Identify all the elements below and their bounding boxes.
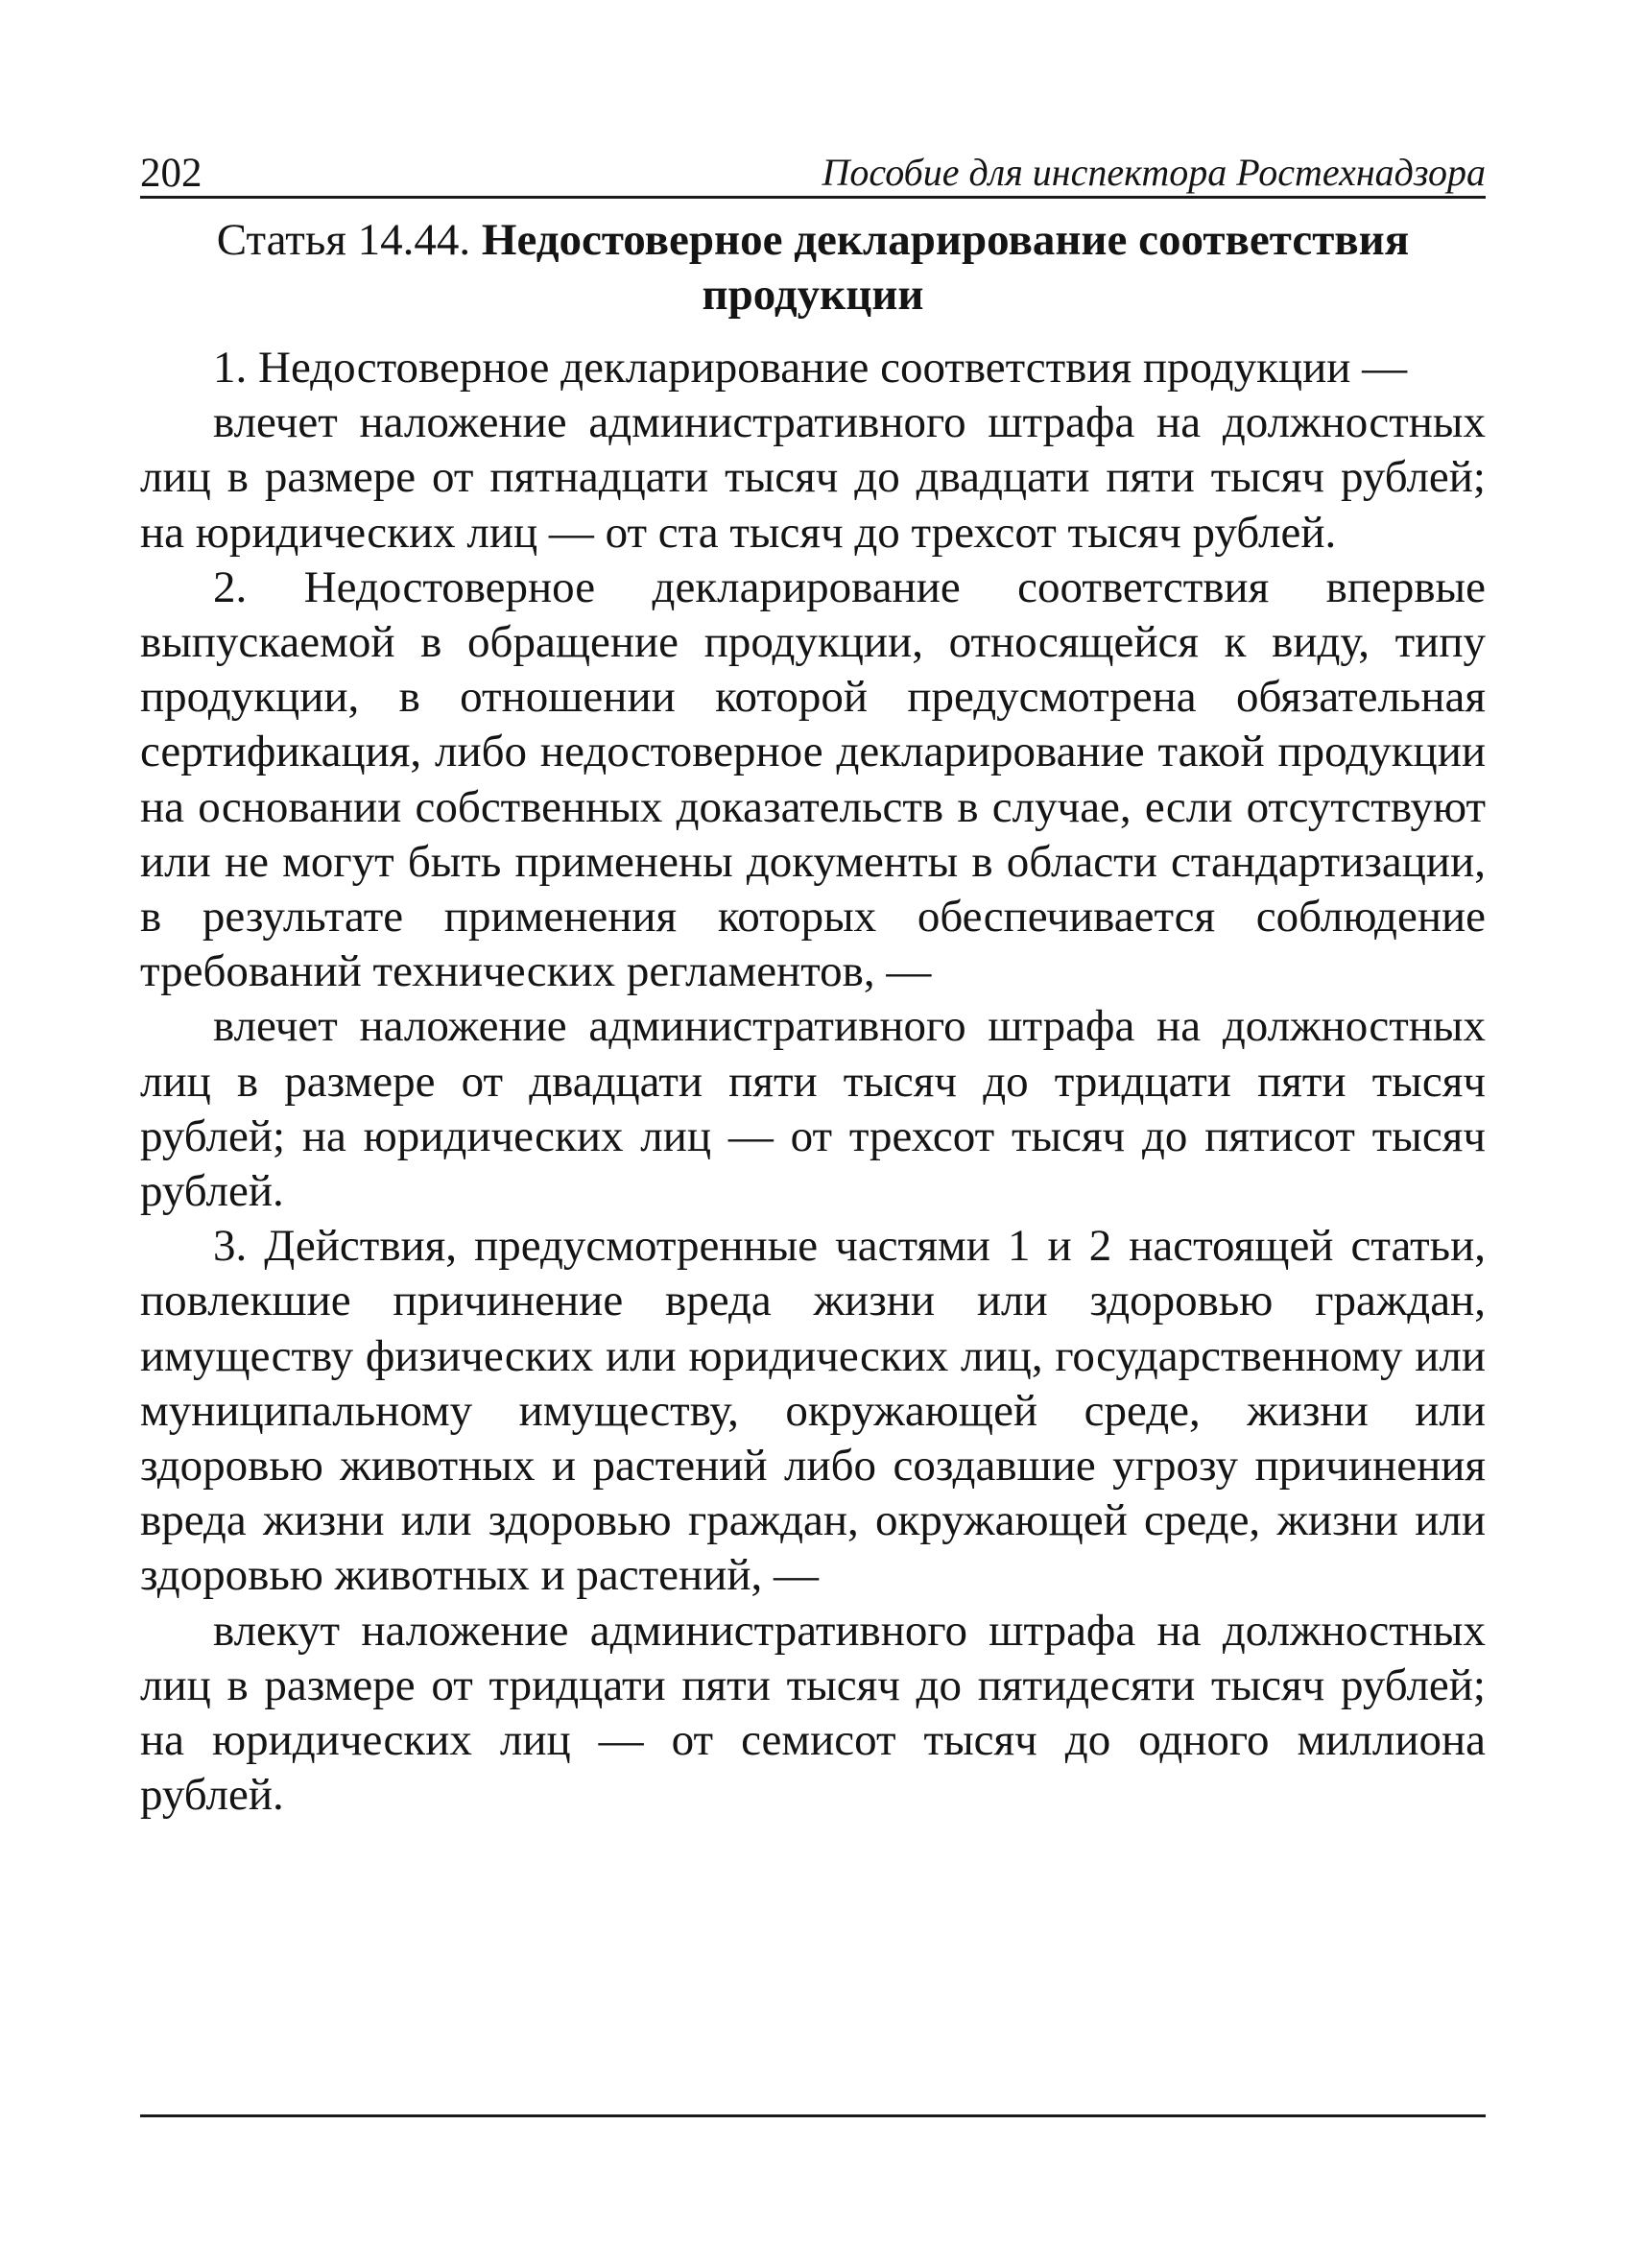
paragraph-part-1: 1. Недостоверное декларирование соответствия продукции —: [213, 343, 1408, 393]
page-number: 202: [140, 151, 203, 196]
footer-rule: [140, 2114, 1486, 2117]
article-heading: [140, 213, 1486, 322]
paragraph-part-3: 3. Действия, предусмотренные частями 1 и 2 настоящей статьи, повлекшие причинение вреда жизни или здоровью граждан, имуществу физических или юридических лиц, государственному или муниципальному имуществу, окружающей среде, жизни или здоровью животных и растений либо создавшие угрозу причинения вреда жизни или здоровью граждан, окружающей среде, жизни или здоровью животных и растений, —: [140, 1221, 1486, 1601]
paragraph-penalty-2: влечет наложение административного штрафа на должностных лиц в размере от двадцати пяти тысяч до тридцати пяти тысяч рублей; на юридических лиц — от трехсот тысяч до пятисот тысяч рублей.: [140, 1001, 1486, 1217]
article-number: Статья 14.44.: [216, 215, 471, 265]
page-header: [140, 140, 1486, 199]
paragraph-penalty-1: влечет наложение административного штрафа на должностных лиц в размере от пятнадцати тысяч до двадцати пяти тысяч рублей; на юридических лиц — от ста тысяч до трехсот тысяч рублей.: [140, 397, 1486, 558]
article-body: [140, 341, 1486, 1823]
paragraph-penalty-3: влекут наложение административного штрафа на должностных лиц в размере от тридцати пяти тысяч до пятидесяти тысяч рублей; на юридических лиц — от семисот тысяч до одного миллиона рублей.: [140, 1605, 1486, 1821]
paragraph-part-2: 2. Недостоверное декларирование соответствия впервые выпускаемой в обращение продукции, относящейся к виду, типу продукции, в отношении которой предусмотрена обязательная сертификация, либо недостоверное декларирование такой продукции на основании собственных доказательств в случае, если отсутствуют или не могут быть применены документы в области стандартизации, в результате применения которых обеспечивается соблюдение требований технических регламентов, —: [140, 561, 1486, 997]
article-title: Недостоверное декларирование соответствия продукции: [481, 215, 1410, 320]
running-title: Пособие для инспектора Ростехнадзора: [822, 151, 1486, 194]
